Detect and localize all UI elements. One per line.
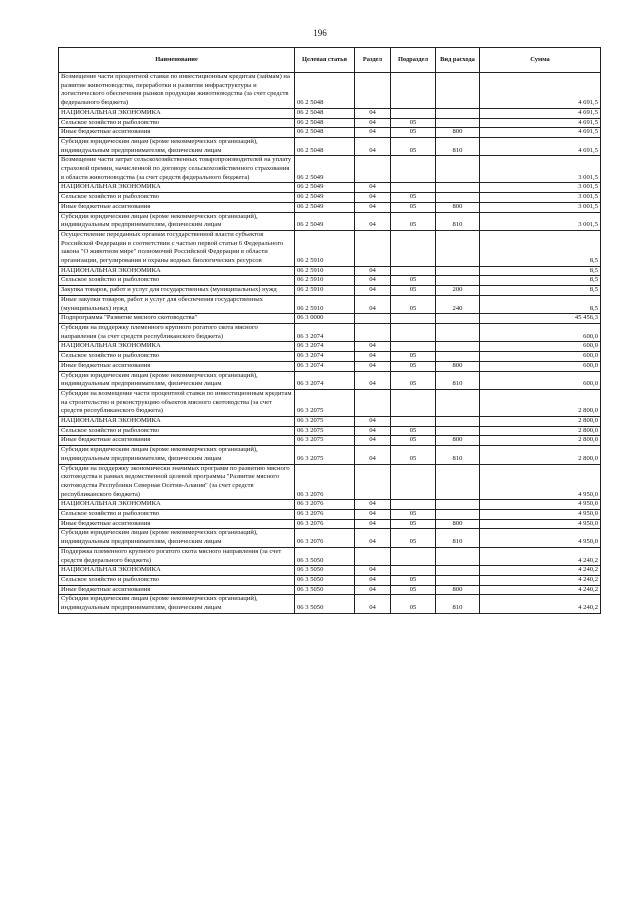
table-row — [59, 183, 601, 193]
cell-expense-kind — [436, 323, 480, 341]
cell-name: Сельское хозяйство и рыболовство — [59, 276, 295, 286]
cell-subsection: 05 — [391, 361, 436, 371]
cell-expense-kind: 800 — [436, 361, 480, 371]
table-row — [59, 464, 601, 500]
cell-expense-kind: 200 — [436, 286, 480, 296]
cell-sum: 45 456,3 — [480, 314, 601, 324]
cell-section: 04 — [355, 286, 391, 296]
cell-sum: 600,0 — [480, 342, 601, 352]
table-row — [59, 547, 601, 565]
cell-section: 04 — [355, 212, 391, 230]
cell-target-article: 06 3 2074 — [295, 323, 355, 341]
cell-sum: 4 240,2 — [480, 566, 601, 576]
table-row — [59, 323, 601, 341]
cell-expense-kind — [436, 389, 480, 416]
cell-section — [355, 230, 391, 266]
cell-subsection: 05 — [391, 585, 436, 595]
cell-name: Осуществление переданных органам государственной власти субъектов Российской Федерации в соответствии с частью первой статьи 6 Федерального закона "О животном мире" полномочий Российской Федерации в области организации, регулирования и охраны водных биологических ресурсов — [59, 230, 295, 266]
table-row — [59, 295, 601, 313]
cell-subsection — [391, 500, 436, 510]
cell-section — [355, 389, 391, 416]
table-row — [59, 108, 601, 118]
cell-target-article: 06 3 2074 — [295, 352, 355, 362]
cell-sum: 600,0 — [480, 361, 601, 371]
header-name: Наименование — [59, 48, 295, 73]
cell-section: 04 — [355, 295, 391, 313]
cell-section: 04 — [355, 128, 391, 138]
cell-name: Субсидии юридическим лицам (кроме некоммерческих организаций), индивидуальным предпринимателям, физическим лицам — [59, 212, 295, 230]
table-row — [59, 314, 601, 324]
cell-subsection: 05 — [391, 286, 436, 296]
cell-target-article: 06 3 2075 — [295, 417, 355, 427]
cell-subsection — [391, 417, 436, 427]
cell-subsection — [391, 566, 436, 576]
cell-expense-kind — [436, 73, 480, 109]
cell-target-article: 06 2 5910 — [295, 230, 355, 266]
table-row — [59, 286, 601, 296]
cell-expense-kind: 810 — [436, 446, 480, 464]
table-row — [59, 73, 601, 109]
cell-subsection — [391, 323, 436, 341]
cell-name: Иные бюджетные ассигнования — [59, 519, 295, 529]
cell-section: 04 — [355, 446, 391, 464]
cell-name: Подпрограмма "Развитие мясного скотоводства" — [59, 314, 295, 324]
cell-expense-kind: 240 — [436, 295, 480, 313]
cell-expense-kind — [436, 342, 480, 352]
cell-name: Сельское хозяйство и рыболовство — [59, 193, 295, 203]
table-row — [59, 500, 601, 510]
cell-target-article: 06 3 2074 — [295, 361, 355, 371]
cell-subsection: 05 — [391, 446, 436, 464]
cell-sum: 4 950,0 — [480, 500, 601, 510]
cell-expense-kind — [436, 118, 480, 128]
cell-expense-kind — [436, 426, 480, 436]
table-row — [59, 371, 601, 389]
cell-subsection — [391, 342, 436, 352]
cell-expense-kind: 800 — [436, 202, 480, 212]
cell-target-article: 06 2 5048 — [295, 128, 355, 138]
cell-subsection: 05 — [391, 118, 436, 128]
cell-name: Возмещение части процентной ставки по инвестиционным кредитам (займам) на развитие животноводства, переработки и развития инфраструктуры и логистического обеспечения рынков продукции животноводства (за счет средств федерального бюджета) — [59, 73, 295, 109]
cell-target-article: 06 2 5910 — [295, 286, 355, 296]
cell-section: 04 — [355, 137, 391, 155]
page-number: 196 — [313, 28, 327, 38]
cell-name: Иные бюджетные ассигнования — [59, 585, 295, 595]
cell-name: Иные закупки товаров, работ и услуг для обеспечения государственных (муниципальных) нужд — [59, 295, 295, 313]
cell-subsection — [391, 464, 436, 500]
cell-sum: 4 950,0 — [480, 529, 601, 547]
cell-section: 04 — [355, 510, 391, 520]
cell-subsection — [391, 314, 436, 324]
cell-subsection: 05 — [391, 510, 436, 520]
cell-name: НАЦИОНАЛЬНАЯ ЭКОНОМИКА — [59, 566, 295, 576]
cell-subsection — [391, 266, 436, 276]
cell-section — [355, 547, 391, 565]
cell-section: 04 — [355, 500, 391, 510]
cell-expense-kind: 810 — [436, 529, 480, 547]
cell-target-article: 06 2 5049 — [295, 212, 355, 230]
cell-name: НАЦИОНАЛЬНАЯ ЭКОНОМИКА — [59, 417, 295, 427]
cell-name: Сельское хозяйство и рыболовство — [59, 352, 295, 362]
cell-target-article: 06 2 5048 — [295, 137, 355, 155]
cell-name: НАЦИОНАЛЬНАЯ ЭКОНОМИКА — [59, 266, 295, 276]
cell-sum: 8,5 — [480, 276, 601, 286]
cell-sum: 4 240,2 — [480, 547, 601, 565]
table-body — [59, 73, 601, 614]
cell-section: 04 — [355, 595, 391, 613]
cell-name: Иные бюджетные ассигнования — [59, 202, 295, 212]
cell-name: Субсидии на поддержку племенного крупного рогатого скота мясного направления (за счет средств республиканского бюджета) — [59, 323, 295, 341]
cell-expense-kind — [436, 500, 480, 510]
cell-section: 04 — [355, 436, 391, 446]
cell-expense-kind: 800 — [436, 128, 480, 138]
cell-subsection — [391, 108, 436, 118]
cell-expense-kind — [436, 575, 480, 585]
cell-target-article: 06 3 2076 — [295, 519, 355, 529]
cell-name: НАЦИОНАЛЬНАЯ ЭКОНОМИКА — [59, 108, 295, 118]
table-row — [59, 436, 601, 446]
cell-name: Сельское хозяйство и рыболовство — [59, 510, 295, 520]
cell-subsection: 05 — [391, 295, 436, 313]
cell-sum: 4 691,5 — [480, 128, 601, 138]
cell-expense-kind — [436, 510, 480, 520]
table-row — [59, 352, 601, 362]
table-row — [59, 585, 601, 595]
cell-section: 04 — [355, 519, 391, 529]
cell-name: Субсидии на возмещение части процентной ставки по инвестиционным кредитам на строительство и реконструкцию объектов мясного скотоводства (за счет средств республиканского бюджета) — [59, 389, 295, 416]
cell-section: 04 — [355, 342, 391, 352]
cell-target-article: 06 2 5910 — [295, 295, 355, 313]
cell-name: Возмещение части затрат сельскохозяйственных товаропроизводителей на уплату страховой премии, начисленной по договору сельскохозяйственного страхования в области животноводства (за счет средств федерального бюджета) — [59, 156, 295, 183]
table-row — [59, 575, 601, 585]
header-subsection: Подраздел — [391, 48, 436, 73]
cell-name: Иные бюджетные ассигнования — [59, 128, 295, 138]
table-row — [59, 529, 601, 547]
cell-section: 04 — [355, 183, 391, 193]
cell-subsection: 05 — [391, 202, 436, 212]
cell-target-article: 06 3 2076 — [295, 500, 355, 510]
cell-section: 04 — [355, 352, 391, 362]
cell-section: 04 — [355, 361, 391, 371]
cell-target-article: 06 3 5050 — [295, 575, 355, 585]
table-row — [59, 361, 601, 371]
cell-name: Закупка товаров, работ и услуг для государственных (муниципальных) нужд — [59, 286, 295, 296]
cell-section: 04 — [355, 566, 391, 576]
cell-sum: 4 691,5 — [480, 137, 601, 155]
cell-sum: 8,5 — [480, 230, 601, 266]
cell-section: 04 — [355, 193, 391, 203]
cell-subsection — [391, 547, 436, 565]
table-row — [59, 202, 601, 212]
cell-sum: 8,5 — [480, 286, 601, 296]
cell-sum: 4 950,0 — [480, 510, 601, 520]
cell-name: НАЦИОНАЛЬНАЯ ЭКОНОМИКА — [59, 183, 295, 193]
cell-subsection: 05 — [391, 137, 436, 155]
table-row — [59, 137, 601, 155]
cell-section: 04 — [355, 276, 391, 286]
table-row — [59, 426, 601, 436]
cell-section: 04 — [355, 529, 391, 547]
table-row — [59, 417, 601, 427]
cell-sum: 4 691,5 — [480, 108, 601, 118]
cell-sum: 2 800,0 — [480, 417, 601, 427]
cell-target-article: 06 2 5048 — [295, 118, 355, 128]
cell-sum: 3 001,5 — [480, 202, 601, 212]
cell-name: Иные бюджетные ассигнования — [59, 436, 295, 446]
cell-subsection: 05 — [391, 575, 436, 585]
table-row — [59, 566, 601, 576]
cell-expense-kind — [436, 266, 480, 276]
cell-name: Субсидии юридическим лицам (кроме некоммерческих организаций), индивидуальным предпринимателям, физическим лицам — [59, 446, 295, 464]
cell-section: 04 — [355, 118, 391, 128]
cell-subsection — [391, 73, 436, 109]
header-target-article: Целевая статья — [295, 48, 355, 73]
cell-target-article: 06 2 5910 — [295, 266, 355, 276]
cell-name: Сельское хозяйство и рыболовство — [59, 426, 295, 436]
table-row — [59, 156, 601, 183]
cell-name: НАЦИОНАЛЬНАЯ ЭКОНОМИКА — [59, 342, 295, 352]
cell-sum: 600,0 — [480, 352, 601, 362]
cell-subsection: 05 — [391, 436, 436, 446]
cell-target-article: 06 3 2076 — [295, 510, 355, 520]
cell-name: Сельское хозяйство и рыболовство — [59, 118, 295, 128]
cell-target-article: 06 3 2075 — [295, 426, 355, 436]
cell-expense-kind: 800 — [436, 519, 480, 529]
cell-sum: 8,5 — [480, 266, 601, 276]
cell-expense-kind: 810 — [436, 212, 480, 230]
cell-section: 04 — [355, 417, 391, 427]
budget-table — [58, 47, 601, 614]
cell-section — [355, 314, 391, 324]
cell-section: 04 — [355, 585, 391, 595]
table-row — [59, 212, 601, 230]
cell-expense-kind — [436, 193, 480, 203]
cell-section — [355, 156, 391, 183]
cell-sum: 2 800,0 — [480, 436, 601, 446]
cell-name: Субсидии на поддержку экономически значимых программ по развитию мясного скотоводства в рамках ведомственной целевой программы "Развитие мясного скотоводства Республики Северная Осетия-Алания" (за счет средств республиканского бюджета) — [59, 464, 295, 500]
cell-name: НАЦИОНАЛЬНАЯ ЭКОНОМИКА — [59, 500, 295, 510]
cell-target-article: 06 2 5048 — [295, 108, 355, 118]
table-row — [59, 276, 601, 286]
cell-target-article: 06 3 5050 — [295, 547, 355, 565]
cell-expense-kind — [436, 314, 480, 324]
cell-section: 04 — [355, 426, 391, 436]
cell-section — [355, 323, 391, 341]
cell-sum: 4 240,2 — [480, 575, 601, 585]
table-row — [59, 128, 601, 138]
table-row — [59, 595, 601, 613]
cell-expense-kind: 810 — [436, 137, 480, 155]
cell-target-article: 06 3 2074 — [295, 342, 355, 352]
cell-sum: 8,5 — [480, 295, 601, 313]
cell-subsection: 05 — [391, 529, 436, 547]
cell-subsection — [391, 183, 436, 193]
cell-expense-kind — [436, 276, 480, 286]
cell-section: 04 — [355, 108, 391, 118]
cell-expense-kind — [436, 566, 480, 576]
cell-name: Субсидии юридическим лицам (кроме некоммерческих организаций), индивидуальным предпринимателям, физическим лицам — [59, 371, 295, 389]
cell-expense-kind — [436, 547, 480, 565]
cell-expense-kind: 810 — [436, 371, 480, 389]
cell-target-article: 06 3 2076 — [295, 464, 355, 500]
table-row — [59, 510, 601, 520]
cell-subsection: 05 — [391, 426, 436, 436]
cell-subsection: 05 — [391, 352, 436, 362]
cell-expense-kind — [436, 156, 480, 183]
header-sum: Сумма — [480, 48, 601, 73]
cell-target-article: 06 3 2076 — [295, 529, 355, 547]
table-header-row — [59, 48, 601, 73]
cell-sum: 3 001,5 — [480, 183, 601, 193]
cell-target-article: 06 3 2075 — [295, 436, 355, 446]
cell-section: 04 — [355, 575, 391, 585]
table-row — [59, 193, 601, 203]
cell-sum: 600,0 — [480, 323, 601, 341]
cell-name: Субсидии юридическим лицам (кроме некоммерческих организаций), индивидуальным предпринимателям, физическим лицам — [59, 529, 295, 547]
cell-sum: 4 950,0 — [480, 464, 601, 500]
cell-sum: 4 691,5 — [480, 118, 601, 128]
cell-subsection — [391, 389, 436, 416]
cell-target-article: 06 3 5050 — [295, 585, 355, 595]
cell-sum: 3 001,5 — [480, 156, 601, 183]
cell-target-article: 06 3 2074 — [295, 371, 355, 389]
cell-name: Субсидии юридическим лицам (кроме некоммерческих организаций), индивидуальным предпринимателям, физическим лицам — [59, 595, 295, 613]
cell-subsection: 05 — [391, 371, 436, 389]
cell-expense-kind — [436, 183, 480, 193]
cell-target-article: 06 3 5050 — [295, 566, 355, 576]
table-row — [59, 230, 601, 266]
cell-sum: 3 001,5 — [480, 212, 601, 230]
table-row — [59, 389, 601, 416]
cell-target-article: 06 2 5049 — [295, 193, 355, 203]
cell-subsection — [391, 230, 436, 266]
cell-section: 04 — [355, 202, 391, 212]
cell-subsection: 05 — [391, 193, 436, 203]
cell-sum: 4 691,5 — [480, 73, 601, 109]
cell-target-article: 06 3 0000 — [295, 314, 355, 324]
table-row — [59, 118, 601, 128]
cell-subsection: 05 — [391, 276, 436, 286]
table-row — [59, 266, 601, 276]
cell-sum: 3 001,5 — [480, 193, 601, 203]
cell-name: Сельское хозяйство и рыболовство — [59, 575, 295, 585]
cell-expense-kind — [436, 417, 480, 427]
cell-subsection — [391, 156, 436, 183]
cell-expense-kind — [436, 352, 480, 362]
cell-target-article: 06 2 5049 — [295, 202, 355, 212]
cell-section — [355, 464, 391, 500]
table-row — [59, 446, 601, 464]
cell-subsection: 05 — [391, 595, 436, 613]
cell-subsection: 05 — [391, 128, 436, 138]
cell-expense-kind: 800 — [436, 436, 480, 446]
header-expense-kind: Вид расхода — [436, 48, 480, 73]
cell-sum: 2 800,0 — [480, 426, 601, 436]
table-row — [59, 342, 601, 352]
header-section: Раздел — [355, 48, 391, 73]
cell-target-article: 06 2 5910 — [295, 276, 355, 286]
cell-subsection: 05 — [391, 212, 436, 230]
cell-sum: 4 240,2 — [480, 585, 601, 595]
cell-sum: 600,0 — [480, 371, 601, 389]
cell-target-article: 06 2 5049 — [295, 183, 355, 193]
cell-sum: 2 800,0 — [480, 446, 601, 464]
cell-expense-kind — [436, 108, 480, 118]
cell-section — [355, 73, 391, 109]
cell-sum: 4 240,2 — [480, 595, 601, 613]
cell-target-article: 06 3 2075 — [295, 389, 355, 416]
cell-expense-kind: 800 — [436, 585, 480, 595]
cell-target-article: 06 3 2075 — [295, 446, 355, 464]
cell-section: 04 — [355, 371, 391, 389]
cell-expense-kind — [436, 230, 480, 266]
cell-subsection: 05 — [391, 519, 436, 529]
cell-sum: 4 950,0 — [480, 519, 601, 529]
cell-expense-kind: 810 — [436, 595, 480, 613]
table-row — [59, 519, 601, 529]
cell-section: 04 — [355, 266, 391, 276]
cell-name: Субсидии юридическим лицам (кроме некоммерческих организаций), индивидуальным предпринимателям, физическим лицам — [59, 137, 295, 155]
cell-name: Иные бюджетные ассигнования — [59, 361, 295, 371]
cell-sum: 2 800,0 — [480, 389, 601, 416]
cell-target-article: 06 2 5048 — [295, 73, 355, 109]
cell-target-article: 06 2 5049 — [295, 156, 355, 183]
cell-target-article: 06 3 5050 — [295, 595, 355, 613]
cell-expense-kind — [436, 464, 480, 500]
cell-name: Поддержка племенного крупного рогатого скота мясного направления (за счет средств федерального бюджета) — [59, 547, 295, 565]
